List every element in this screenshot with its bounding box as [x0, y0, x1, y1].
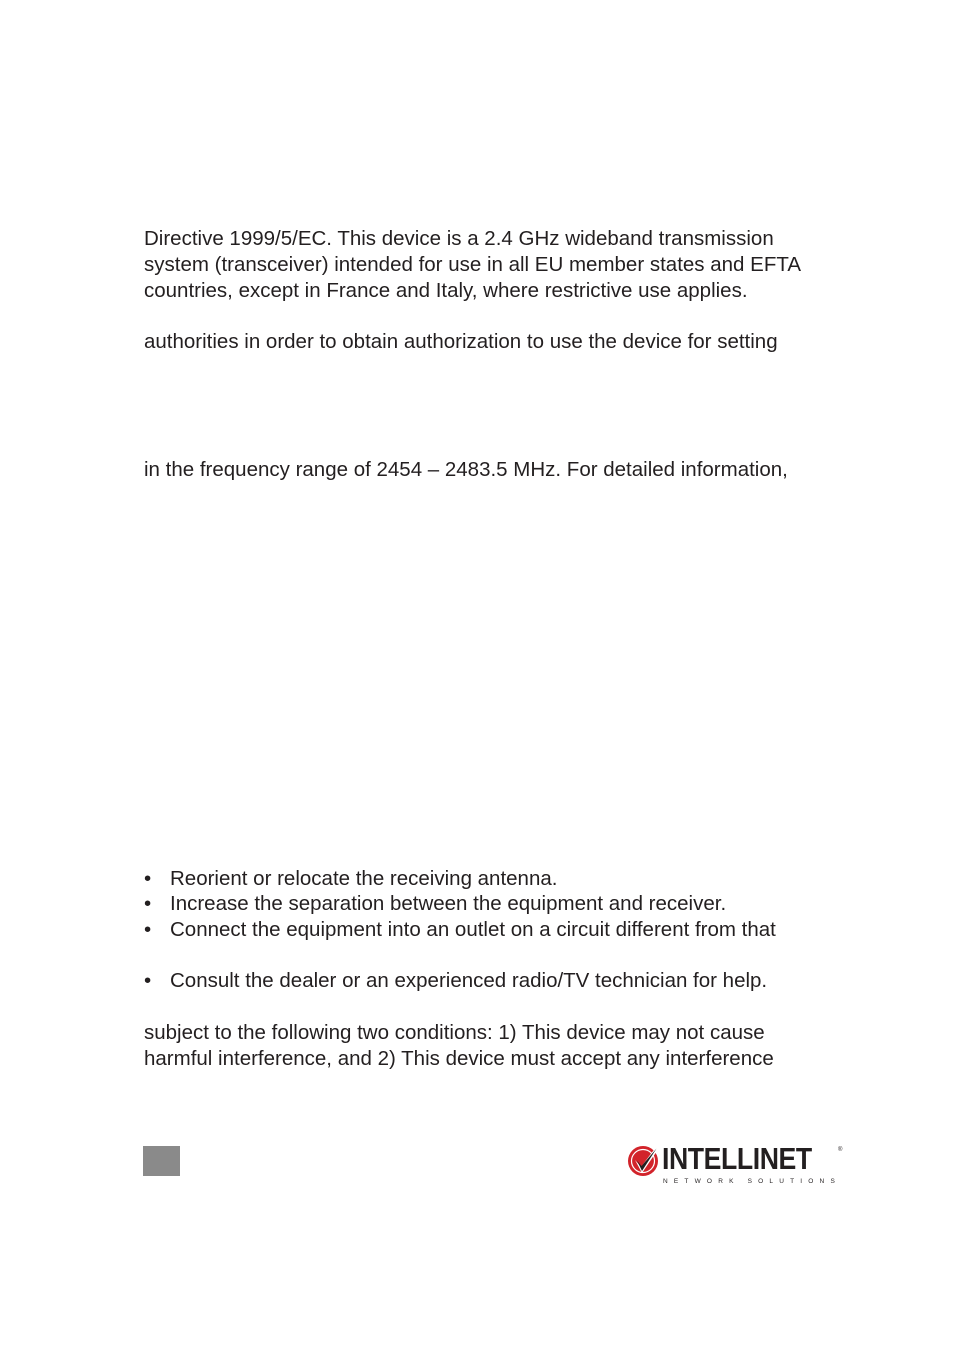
- bullet-marker: •: [144, 892, 152, 915]
- bullet-marker: •: [144, 867, 152, 890]
- list-item: [144, 891, 726, 917]
- directive-line-3: countries, except in France and Italy, where restrictive use applies.: [144, 279, 748, 302]
- authorities-line: authorities in order to obtain authorization to use the device for setting: [144, 330, 778, 353]
- directive-line-2: system (transceiver) intended for use in all EU member states and EFTA: [144, 253, 802, 276]
- bullet-marker: •: [144, 969, 152, 992]
- list-item: [144, 968, 767, 994]
- registered-mark: ®: [838, 1147, 843, 1153]
- logo-wordmark: INTELLINET: [662, 1141, 812, 1176]
- logo-tagline: NETWORK SOLUTIONS: [663, 1178, 841, 1185]
- page-number-marker: [143, 1146, 180, 1176]
- list-item: [144, 917, 776, 943]
- list-item-text: Consult the dealer or an experienced radio/TV technician for help.: [170, 969, 768, 992]
- list-item-text: Increase the separation between the equipment and receiver.: [170, 892, 727, 915]
- conditions-line-2: harmful interference, and 2) This device must accept any interference: [144, 1047, 774, 1070]
- list-item-text: Reorient or relocate the receiving antenna.: [170, 867, 558, 890]
- directive-line-1: Directive 1999/5/EC. This device is a 2.4 GHz wideband transmission: [144, 227, 774, 250]
- checkmark-circle-icon: [626, 1143, 662, 1179]
- conditions-line-1: subject to the following two conditions: 1) This device may not cause: [144, 1021, 765, 1044]
- list-item-text: Connect the equipment into an outlet on a circuit different from that: [170, 918, 776, 941]
- list-item: [144, 866, 557, 892]
- intellinet-logo: [626, 1143, 844, 1189]
- frequency-line: in the frequency range of 2454 – 2483.5 MHz. For detailed information,: [144, 458, 788, 481]
- bullet-marker: •: [144, 918, 152, 941]
